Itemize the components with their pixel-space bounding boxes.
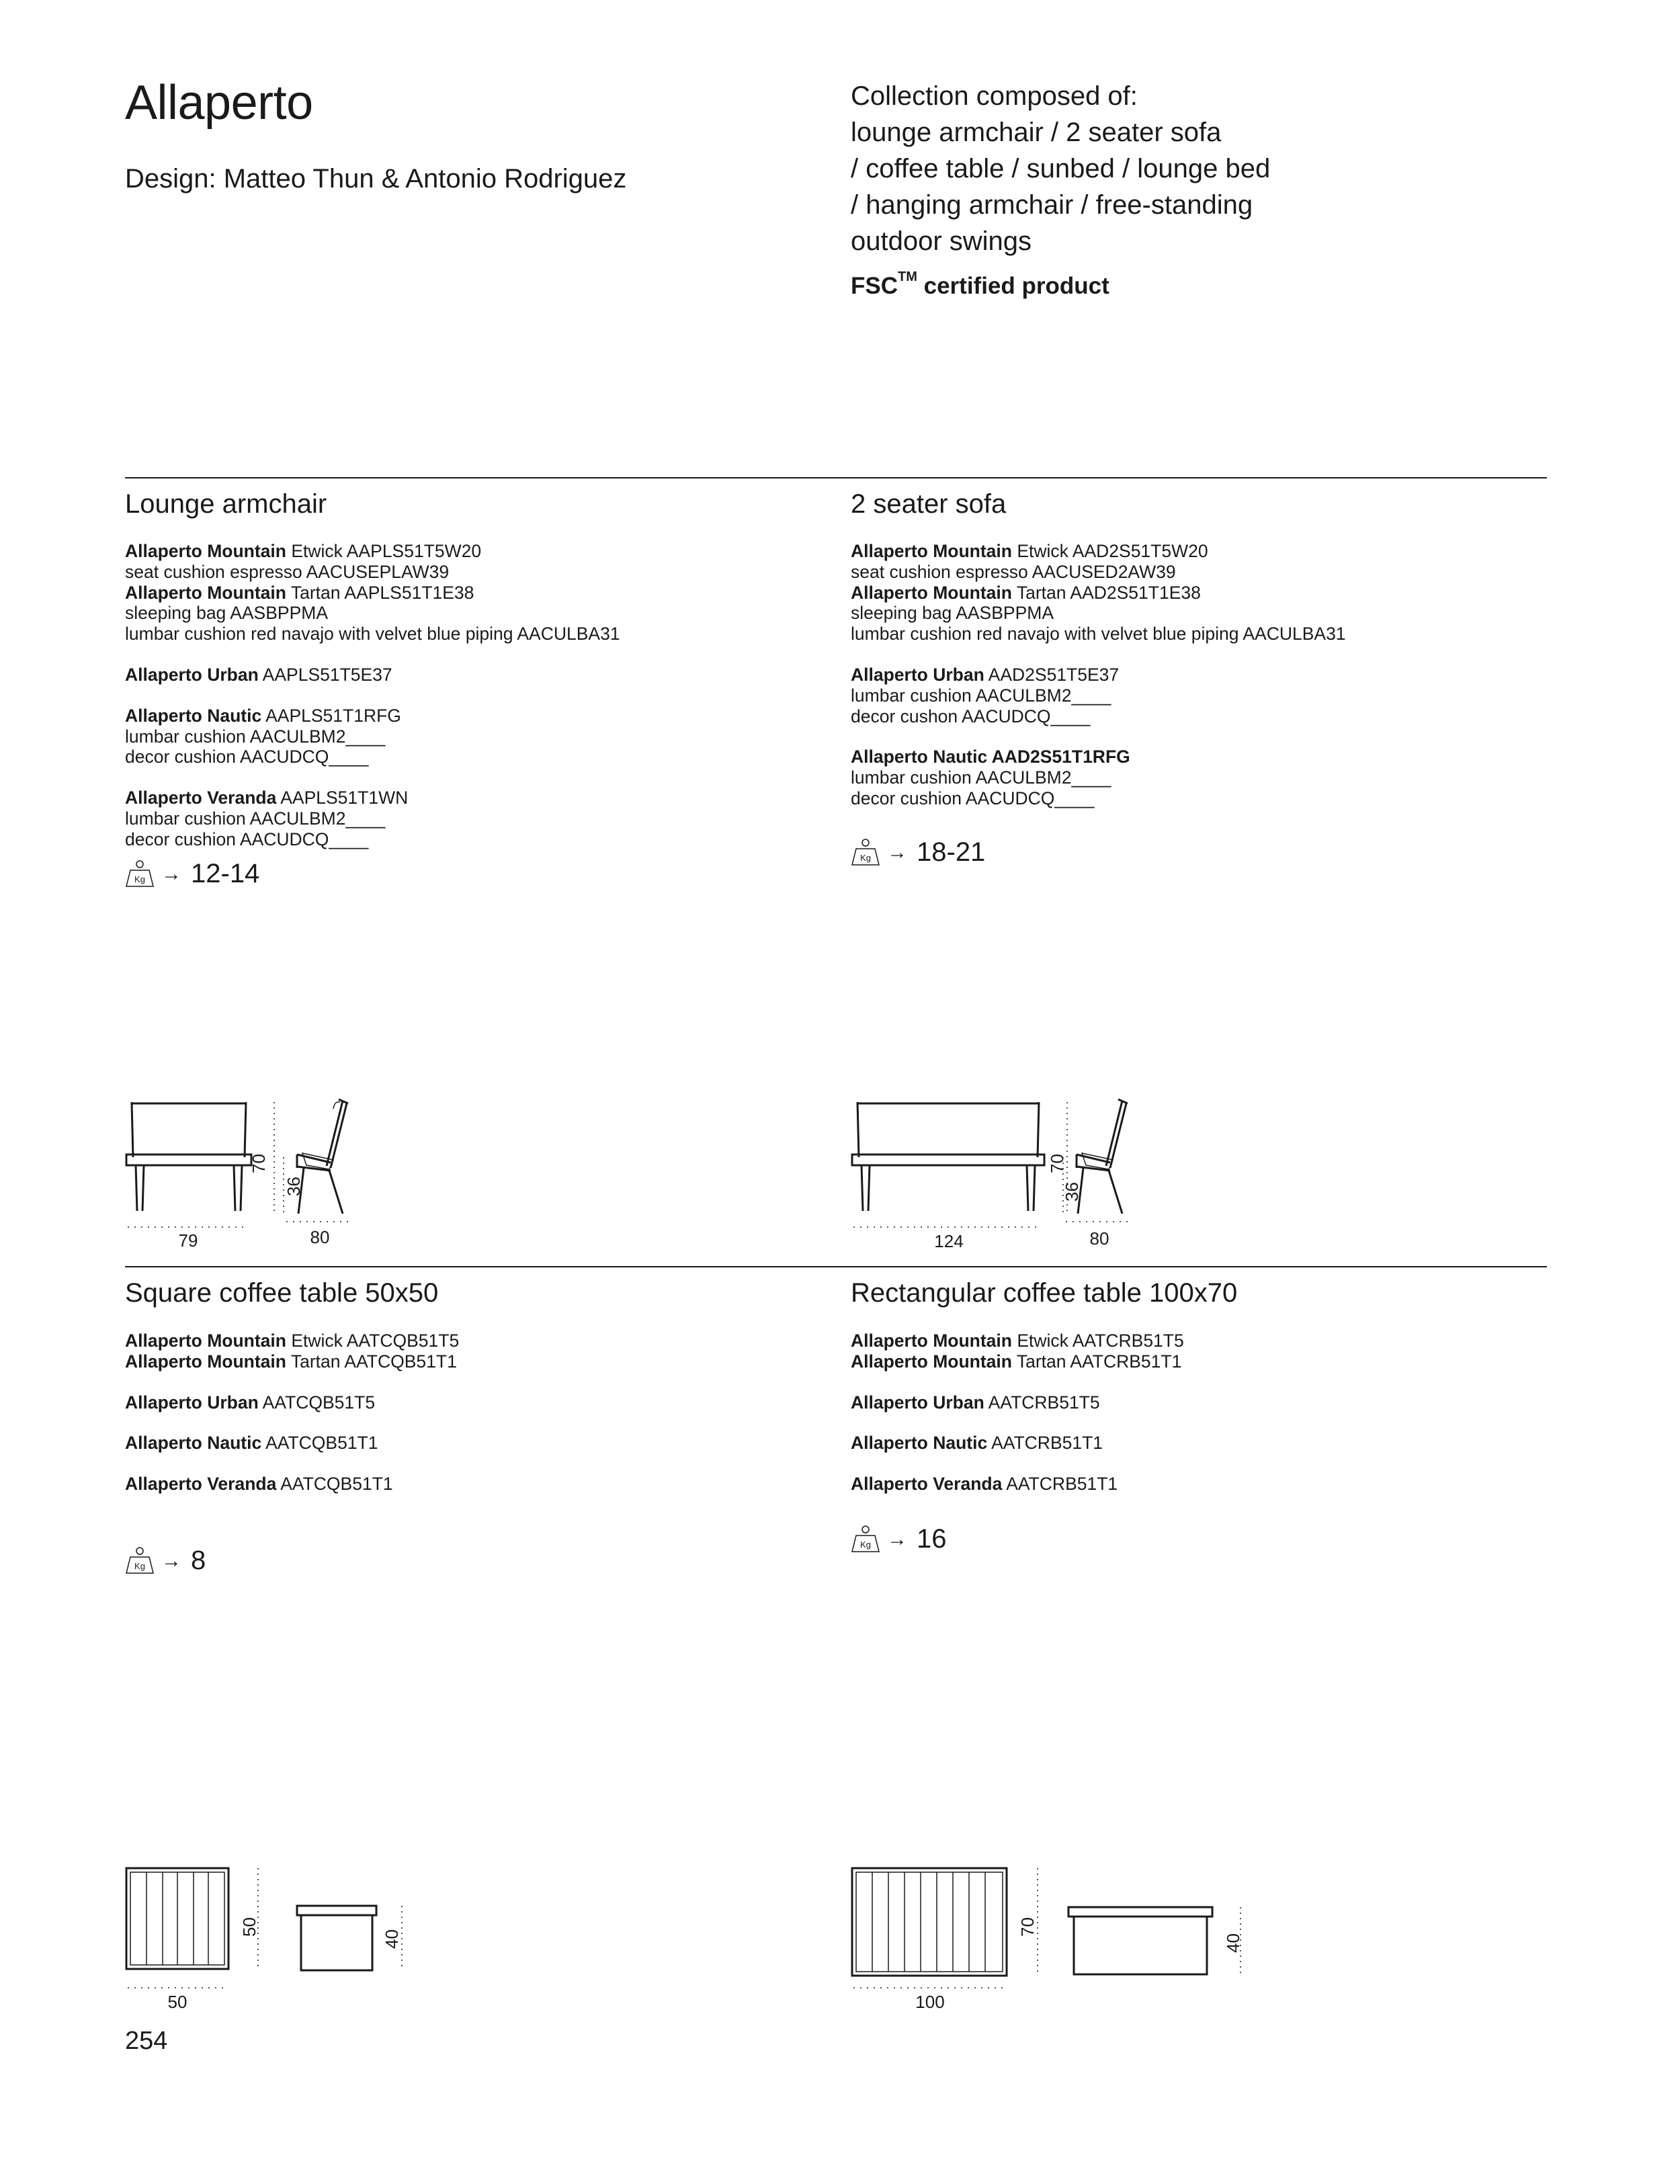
model-name: Allaperto Mountain [125, 1351, 286, 1372]
weight-kg-icon [851, 838, 880, 868]
designer-credit: Design: Matteo Thun & Antonio Rodriguez [125, 164, 627, 194]
weight-kg-icon [125, 1546, 155, 1576]
spec-line [125, 788, 620, 808]
spec-line [851, 1433, 1184, 1454]
spec-line [851, 1474, 1184, 1495]
dim-seat-height: 36 [1062, 1182, 1082, 1202]
dim-depth: 80 [1089, 1228, 1109, 1249]
spec-line [851, 1331, 1184, 1351]
weight-value: 12-14 [191, 859, 260, 888]
square-table-technical-drawing [121, 1861, 417, 2016]
weight-value: 16 [917, 1524, 947, 1554]
page-number: 254 [125, 2027, 168, 2055]
weight-kg-icon [125, 859, 155, 889]
sofa-technical-drawing [847, 1095, 1250, 1251]
dim-height: 40 [1223, 1933, 1243, 1953]
weight-value: 18-21 [917, 837, 986, 867]
product-code: Etwick AAD2S51T5W20 [1011, 541, 1208, 561]
spec-gap [125, 685, 620, 706]
dim-depth: 80 [310, 1227, 330, 1247]
product-code: lumbar cushion AACULBM2____ [851, 767, 1111, 788]
section-title-rect-table: Rectangular coffee table 100x70 [851, 1278, 1238, 1308]
arrow-right-icon: → [161, 1549, 181, 1572]
dim-depth: 50 [239, 1917, 259, 1937]
product-code: lumbar cushion red navajo with velvet blue piping AACULBA31 [851, 624, 1346, 644]
spec-line [125, 1433, 459, 1454]
spec-list-armchair [125, 541, 620, 850]
dim-width: 50 [167, 1992, 187, 2012]
product-code: sleeping bag AASBPPMA [851, 603, 1054, 624]
dim-height: 40 [382, 1929, 402, 1949]
model-name: Allaperto Nautic [125, 1433, 262, 1454]
product-code: AAPLS51T1WN [276, 788, 409, 808]
spec-gap [125, 1372, 459, 1392]
product-code: lumbar cushion AACULBM2____ [125, 808, 386, 829]
spec-line [851, 747, 1346, 767]
page-title: Allaperto [125, 76, 313, 130]
spec-line [851, 583, 1346, 603]
section-title-sofa: 2 seater sofa [851, 489, 1007, 519]
product-code: Etwick AATCRB51T5 [1011, 1331, 1184, 1351]
model-name: Allaperto Urban [851, 664, 984, 685]
model-name: Allaperto Urban [125, 1392, 259, 1413]
dim-width: 100 [915, 1992, 945, 2012]
fsc-certified-text: certified product [917, 273, 1109, 299]
product-code: decor cushion AACUDCQ____ [851, 788, 1095, 808]
spec-line [125, 603, 620, 624]
product-code: seat cushion espresso AACUSED2AW39 [851, 561, 1176, 582]
spec-gap [125, 1413, 459, 1433]
square-table-top-view [126, 1868, 228, 1969]
collection-description [851, 78, 1270, 259]
rect-table-technical-drawing [847, 1861, 1250, 2016]
sofa-front-view [852, 1102, 1044, 1211]
product-code: seat cushion espresso AACUSEPLAW39 [125, 561, 450, 582]
weight-value: 8 [191, 1546, 206, 1575]
product-code: AAD2S51T5E37 [984, 664, 1120, 685]
spec-list-rect-table [851, 1331, 1184, 1495]
arrow-right-icon: → [161, 862, 181, 885]
product-code: lumbar cushion AACULBM2____ [851, 685, 1111, 706]
weight-armchair [125, 859, 259, 889]
arrow-right-icon: → [887, 1527, 907, 1550]
model-name: Allaperto Mountain [851, 1331, 1012, 1351]
model-name: Allaperto Mountain [125, 582, 286, 603]
spec-line [851, 1392, 1184, 1413]
spec-line [851, 767, 1346, 788]
product-code: Tartan AAD2S51T1E38 [1011, 582, 1201, 603]
model-name: Allaperto Veranda [125, 1474, 277, 1495]
weight-unit-label: Kg [134, 874, 145, 884]
spec-line [125, 726, 620, 747]
product-code: Etwick AATCQB51T5 [286, 1331, 460, 1351]
spec-gap [851, 1372, 1184, 1392]
spec-line [125, 624, 620, 644]
product-code: lumbar cushion red navajo with velvet blue piping AACULBA31 [125, 624, 620, 644]
weight-unit-label: Kg [860, 1539, 871, 1550]
product-code: AAPLS51T5E37 [258, 664, 392, 685]
section-divider [125, 1266, 1547, 1267]
fsc-label: FSC [851, 273, 898, 299]
spec-gap [851, 726, 1346, 747]
collection-line: / hanging armchair / free-standing [851, 190, 1253, 220]
model-name: Allaperto Mountain [851, 582, 1012, 603]
spec-list-sofa [851, 541, 1346, 809]
spec-line [125, 808, 620, 829]
section-title-square-table: Square coffee table 50x50 [125, 1278, 439, 1308]
model-name: Allaperto Nautic [125, 705, 262, 726]
armchair-side-view [297, 1099, 348, 1214]
dim-height: 70 [249, 1154, 269, 1173]
model-name: Allaperto Mountain [851, 541, 1012, 561]
dim-width: 79 [178, 1230, 198, 1251]
spec-line [851, 685, 1346, 706]
spec-line [125, 665, 620, 685]
dim-seat-height: 36 [284, 1177, 304, 1196]
spec-line [851, 624, 1346, 644]
weight-unit-label: Kg [134, 1560, 145, 1571]
square-table-side-view [297, 1906, 376, 1970]
spec-line [125, 583, 620, 603]
collection-line: / coffee table / sunbed / lounge bed [851, 154, 1271, 183]
product-code: AATCQB51T5 [258, 1392, 376, 1413]
spec-line [125, 1331, 459, 1351]
armchair-technical-drawing [121, 1095, 477, 1251]
product-code: sleeping bag AASBPPMA [125, 603, 328, 624]
weight-square-table [125, 1546, 206, 1576]
section-divider [125, 477, 1547, 478]
spec-line [851, 603, 1346, 624]
product-code: AATCRB51T1 [987, 1433, 1103, 1454]
spec-gap [125, 644, 620, 665]
spec-gap [851, 1413, 1184, 1433]
spec-line [125, 747, 620, 767]
rect-table-top-view [852, 1868, 1007, 1976]
product-code: decor cushion AACUDCQ____ [125, 829, 369, 849]
spec-line [851, 706, 1346, 727]
product-code: decor cushion AACUDCQ____ [125, 747, 369, 767]
product-code: AATCQB51T1 [261, 1433, 378, 1454]
product-code: AATCRB51T1 [1002, 1474, 1118, 1495]
model-name: Allaperto Nautic [851, 1433, 988, 1454]
spec-line [125, 706, 620, 726]
product-code: Tartan AATCRB51T1 [1011, 1351, 1182, 1372]
product-code: Etwick AAPLS51T5W20 [286, 541, 482, 561]
product-code: Tartan AAPLS51T1E38 [286, 582, 474, 603]
model-name: Allaperto Veranda [125, 788, 277, 808]
spec-line [125, 562, 620, 583]
spec-gap [125, 767, 620, 788]
section-title-armchair: Lounge armchair [125, 489, 327, 519]
model-name: Allaperto Veranda [851, 1474, 1003, 1495]
collection-line: lounge armchair / 2 seater sofa [851, 118, 1222, 147]
product-code: AAPLS51T1RFG [261, 705, 401, 726]
collection-line: outdoor swings [851, 226, 1032, 256]
spec-line [851, 562, 1346, 583]
spec-line [125, 541, 620, 562]
spec-line [851, 541, 1346, 562]
spec-line [125, 829, 620, 850]
weight-kg-icon [851, 1525, 880, 1554]
spec-line [851, 1351, 1184, 1372]
model-name: Allaperto Urban [851, 1392, 984, 1413]
weight-unit-label: Kg [860, 852, 871, 863]
rect-table-side-view [1068, 1907, 1212, 1974]
model-name: Allaperto Mountain [851, 1351, 1012, 1372]
spec-gap [851, 1454, 1184, 1474]
dim-width: 124 [934, 1231, 964, 1251]
spec-line [125, 1351, 459, 1372]
collection-line: Collection composed of: [851, 81, 1138, 111]
dim-depth: 70 [1017, 1917, 1038, 1937]
spec-line [851, 665, 1346, 685]
product-code: Tartan AATCQB51T1 [286, 1351, 457, 1372]
model-name: Allaperto Mountain [125, 1331, 286, 1351]
spec-line [125, 1392, 459, 1413]
dim-height: 70 [1047, 1154, 1067, 1173]
model-name: Allaperto Nautic AAD2S51T1RFG [851, 747, 1130, 767]
model-name: Allaperto Mountain [125, 541, 286, 561]
weight-rect-table [851, 1524, 947, 1554]
model-name: Allaperto Urban [125, 664, 259, 685]
product-code: AATCQB51T1 [276, 1474, 393, 1495]
product-code: lumbar cushion AACULBM2____ [125, 726, 386, 747]
armchair-front-view [126, 1102, 251, 1211]
trademark-mark: TM [898, 269, 917, 285]
spec-line [125, 1474, 459, 1495]
spec-line [851, 788, 1346, 809]
sofa-side-view [1077, 1099, 1128, 1214]
weight-sofa [851, 837, 985, 868]
product-code: decor cushon AACUDCQ____ [851, 706, 1091, 726]
fsc-certification [851, 269, 1109, 300]
spec-gap [851, 644, 1346, 665]
spec-gap [125, 1454, 459, 1474]
spec-list-square-table [125, 1331, 459, 1495]
arrow-right-icon: → [887, 841, 907, 864]
product-code: AATCRB51T5 [984, 1392, 1100, 1413]
